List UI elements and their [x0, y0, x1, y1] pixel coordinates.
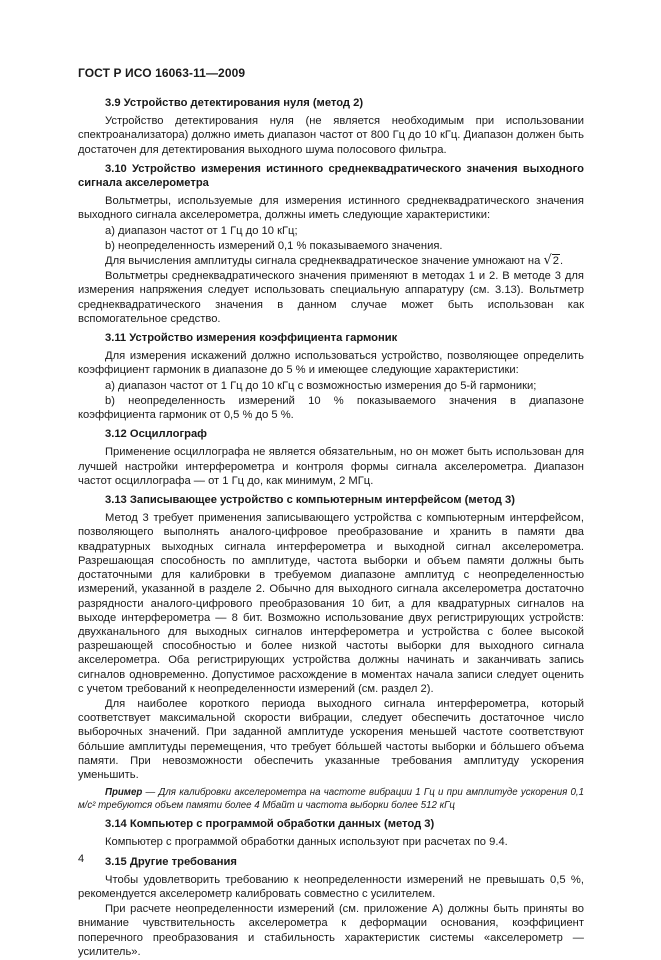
section-3-10-paragraph-1: Вольтметры, используемые для измерения истинного среднеквадратического значения выходного сигнала акселерометра, должны иметь следующие характеристики:	[78, 195, 584, 222]
radicand: 2	[552, 255, 559, 268]
section-3-15-title: 3.15 Другие требования	[105, 855, 237, 868]
section-3-10-paragraph-2	[78, 254, 584, 268]
section-3-14-paragraph: Компьютер с программой обработки данных используют при расчетах по 9.4.	[105, 836, 508, 849]
document-header: ГОСТ Р ИСО 16063-11—2009	[78, 66, 246, 80]
page-number: 4	[78, 853, 85, 865]
radical-sign: √	[543, 253, 552, 269]
section-3-13-title: 3.13 Записывающее устройство с компьютерным интерфейсом (метод 3)	[105, 494, 515, 507]
section-3-15-paragraph-1: Чтобы удовлетворить требованию к неопределенности измерений не превышать 0,5 %, рекомендуется акселерометр калибровать совместно с усилителем.	[78, 873, 584, 900]
section-3-12-paragraph: Применение осциллографа не является обязательным, но он может быть использован для лучшей настройки интерферометра и контроля формы сигнала акселерометра. Диапазон частот осциллографа — от 1 Гц до, как минимум, 2 МГц.	[78, 446, 584, 487]
sqrt-period: .	[559, 255, 564, 268]
example-label: Пример	[105, 787, 143, 799]
section-3-10-item-b: b) неопределенность измерений 0,1 % показываемого значения.	[105, 239, 443, 252]
section-3-10-title: 3.10 Устройство измерения истинного среднеквадратического значения выходного сигнала акселерометра	[78, 162, 584, 190]
example-text: — Для калибровки акселерометра на частоте вибрации 1 Гц и при амплитуде ускорения 0,1 м/с² требуются объем памяти более 4 Мбайт и частота выборки более 512 кГц	[78, 787, 584, 812]
section-3-15-paragraph-2: При расчете неопределенности измерений (см. приложение А) должны быть приняты во внимание чувствительность акселерометра к деформации основания, коэффициент поперечного преобразования и стабильность характеристик системы «акселерометр — усилитель».	[78, 903, 584, 958]
sqrt-expression	[543, 255, 560, 267]
section-3-13-paragraph-1: Метод 3 требует применения записывающего устройства с компьютерным интерфейсом, позволяющего выполнять аналого-цифровое преобразование и хранить в памяти два квадратурных выходных сигнала интерферометра и выходной сигнал акселерометра. Разрешающая способность по амплитуде, частота выборки и объем памяти должны быть достаточными для калибровки в требуемом диапазоне амплитуд с неопределенностью измерений, указанной в разделе 2. Обычно для выходного сигнала акселерометра достаточно разрядности аналого-цифрового преобразования 10 бит, а для квадратурных сигналов на выходе интерферометра — 8 бит. Возможно использование двух регистрирующих устройств: двухканального для выходных сигналов интерферометра и устройства с более высокой разрешающей способностью и более низкой частоты выборки для выходного сигнала акселерометра. Оба регистрирующих устройства должны начинать и заканчивать запись сигналов одновременно. Допустимое расхождение в моментах начала записи следует оценить с учетом требований к неопределенности измерений (см. раздел 2).	[78, 512, 584, 695]
section-3-12-title: 3.12 Осциллограф	[105, 428, 207, 441]
section-3-10-paragraph-3: Вольтметры среднеквадратического значения применяют в методах 1 и 2. В методе 3 для измерения напряжения следует использовать специальную аппаратуру (см. 3.13). Вольтметр среднеквадратического значения в данном случае может быть использован как вспомогательное средство.	[78, 270, 584, 325]
sqrt-lead-text: Для вычисления амплитуды сигнала среднеквадратическое значение умножают на	[105, 255, 544, 268]
section-3-9-paragraph: Устройство детектирования нуля (не является необходимым при использовании спектроанализатора) должно иметь диапазон частот от 800 Гц до 10 кГц. Диапазон должен быть достаточен для детектирования выходного шума полосового фильтра.	[78, 115, 584, 156]
section-3-11-item-b: b) неопределенность измерений 10 % показываемого значения в диапазоне коэффициента гармоник от 0,5 % до 5 %.	[78, 394, 584, 422]
section-3-11-paragraph: Для измерения искажений должно использоваться устройство, позволяющее определить коэффициент гармоник в диапазоне до 5 % и имеющее следующие характеристики:	[78, 350, 584, 377]
section-3-14-title: 3.14 Компьютер с программой обработки данных (метод 3)	[105, 818, 435, 831]
section-3-11-title: 3.11 Устройство измерения коэффициента гармоник	[105, 332, 398, 345]
section-3-11-item-a: а) диапазон частот от 1 Гц до 10 кГц с возможностью измерения до 5-й гармоники;	[105, 379, 537, 392]
section-3-13-paragraph-2: Для наиболее короткого периода выходного сигнала интерферометра, который соответствует максимальной скорости вибрации, следует обеспечить достаточное число выборочных значений. При заданной амплитуде ускорения меньшей частоте соответствуют бóльшие амплитуды перемещения, что требует бóльшей частоты выборки и бóльшего объема памяти. При невозможности обеспечить указанные требования амплитуду ускорения уменьшить.	[78, 697, 584, 781]
example-note	[78, 786, 584, 812]
document-body	[78, 96, 584, 960]
section-3-9-title: 3.9 Устройство детектирования нуля (метод 2)	[105, 97, 364, 109]
section-3-10-item-a: а) диапазон частот от 1 Гц до 10 кГц;	[105, 224, 298, 237]
